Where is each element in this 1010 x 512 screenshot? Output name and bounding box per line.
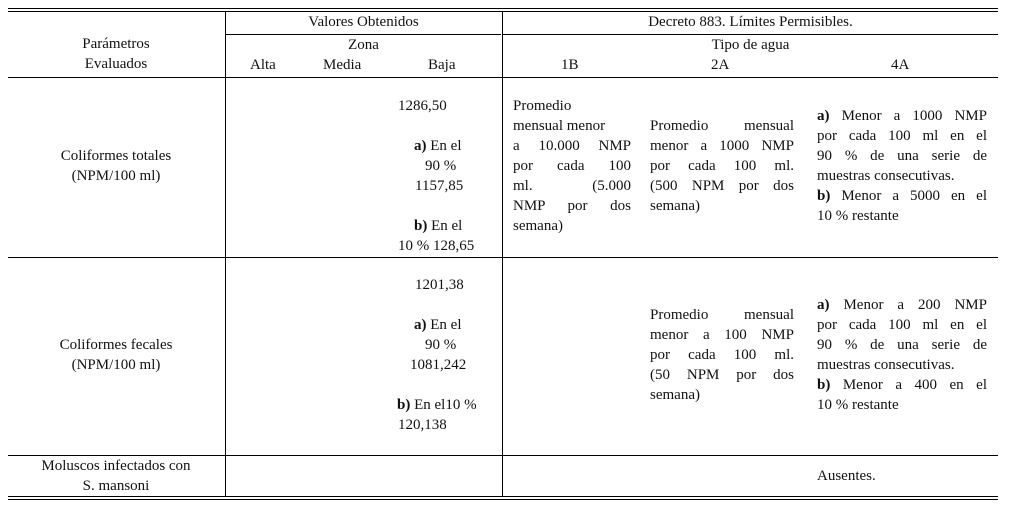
header-alta: Alta — [250, 57, 276, 73]
top-rule-outer — [8, 8, 998, 9]
limit-moluscos-ausentes: Ausentes. — [817, 468, 876, 484]
header-tipo-de-agua: Tipo de agua — [711, 37, 790, 53]
header-valores-obtenidos: Valores Obtenidos — [308, 14, 419, 30]
header-zona: Zona — [348, 37, 379, 53]
header-1b: 1B — [561, 57, 579, 73]
header-baja: Baja — [428, 57, 456, 73]
header-decreto-883: Decreto 883. Límites Permisibles. — [648, 14, 853, 30]
row-rule-1 — [8, 257, 998, 258]
column-divider-params — [225, 11, 226, 496]
param-moluscos-species: S. mansoni — [82, 478, 150, 494]
limit-4a-fecales: a) Menor a 200 NMP por cada 100 ml en el 90 % de una serie de muestras consecutivas. b) Menor a 400 en el 10 % restante — [817, 297, 987, 413]
param-coliformes-fecales: Coliformes fecales — [59, 337, 173, 353]
limit-4a-totales: a) Menor a 1000 NMP por cada 100 ml en el 90 % de una serie de muestras consecutivas. b) Menor a 5000 en el 10 % restante — [817, 108, 987, 224]
param-moluscos: Moluscos infectados con — [41, 458, 191, 474]
baja-value-totales: 1286,50 a) En el 90 % 1157,85 b) En el 10 % 128,65 — [398, 98, 475, 254]
limit-2a-fecales: Promedio mensual menor a 100 NMP por cada 100 ml. (50 NPM por dos semana) — [650, 307, 794, 403]
bottom-rule-outer — [8, 499, 998, 500]
header-evaluados: Evaluados — [84, 56, 148, 72]
header-bottom-rule — [8, 77, 998, 78]
header-2a: 2A — [711, 57, 730, 73]
bottom-rule-inner — [8, 496, 998, 497]
header-parametros: Parámetros — [82, 36, 150, 52]
limit-2a-totales: Promedio mensual menor a 1000 NMP por cada 100 ml. (500 NPM por dos semana) — [650, 118, 794, 214]
param-coliformes-fecales-unit: (NPM/100 ml) — [71, 357, 161, 373]
baja-value-fecales: 1201,38 a) En el 90 % 1081,242 b) En el10 % 120,138 — [397, 277, 477, 433]
param-coliformes-totales-unit: (NPM/100 ml) — [71, 168, 161, 184]
param-coliformes-totales: Coliformes totales — [60, 148, 172, 164]
limit-1b-totales: Promedio mensual menor a 10.000 NMP por cada 100 ml. (5.000 NMP por dos semana) — [513, 98, 631, 234]
header-media: Media — [323, 57, 362, 73]
header-4a: 4A — [891, 57, 910, 73]
